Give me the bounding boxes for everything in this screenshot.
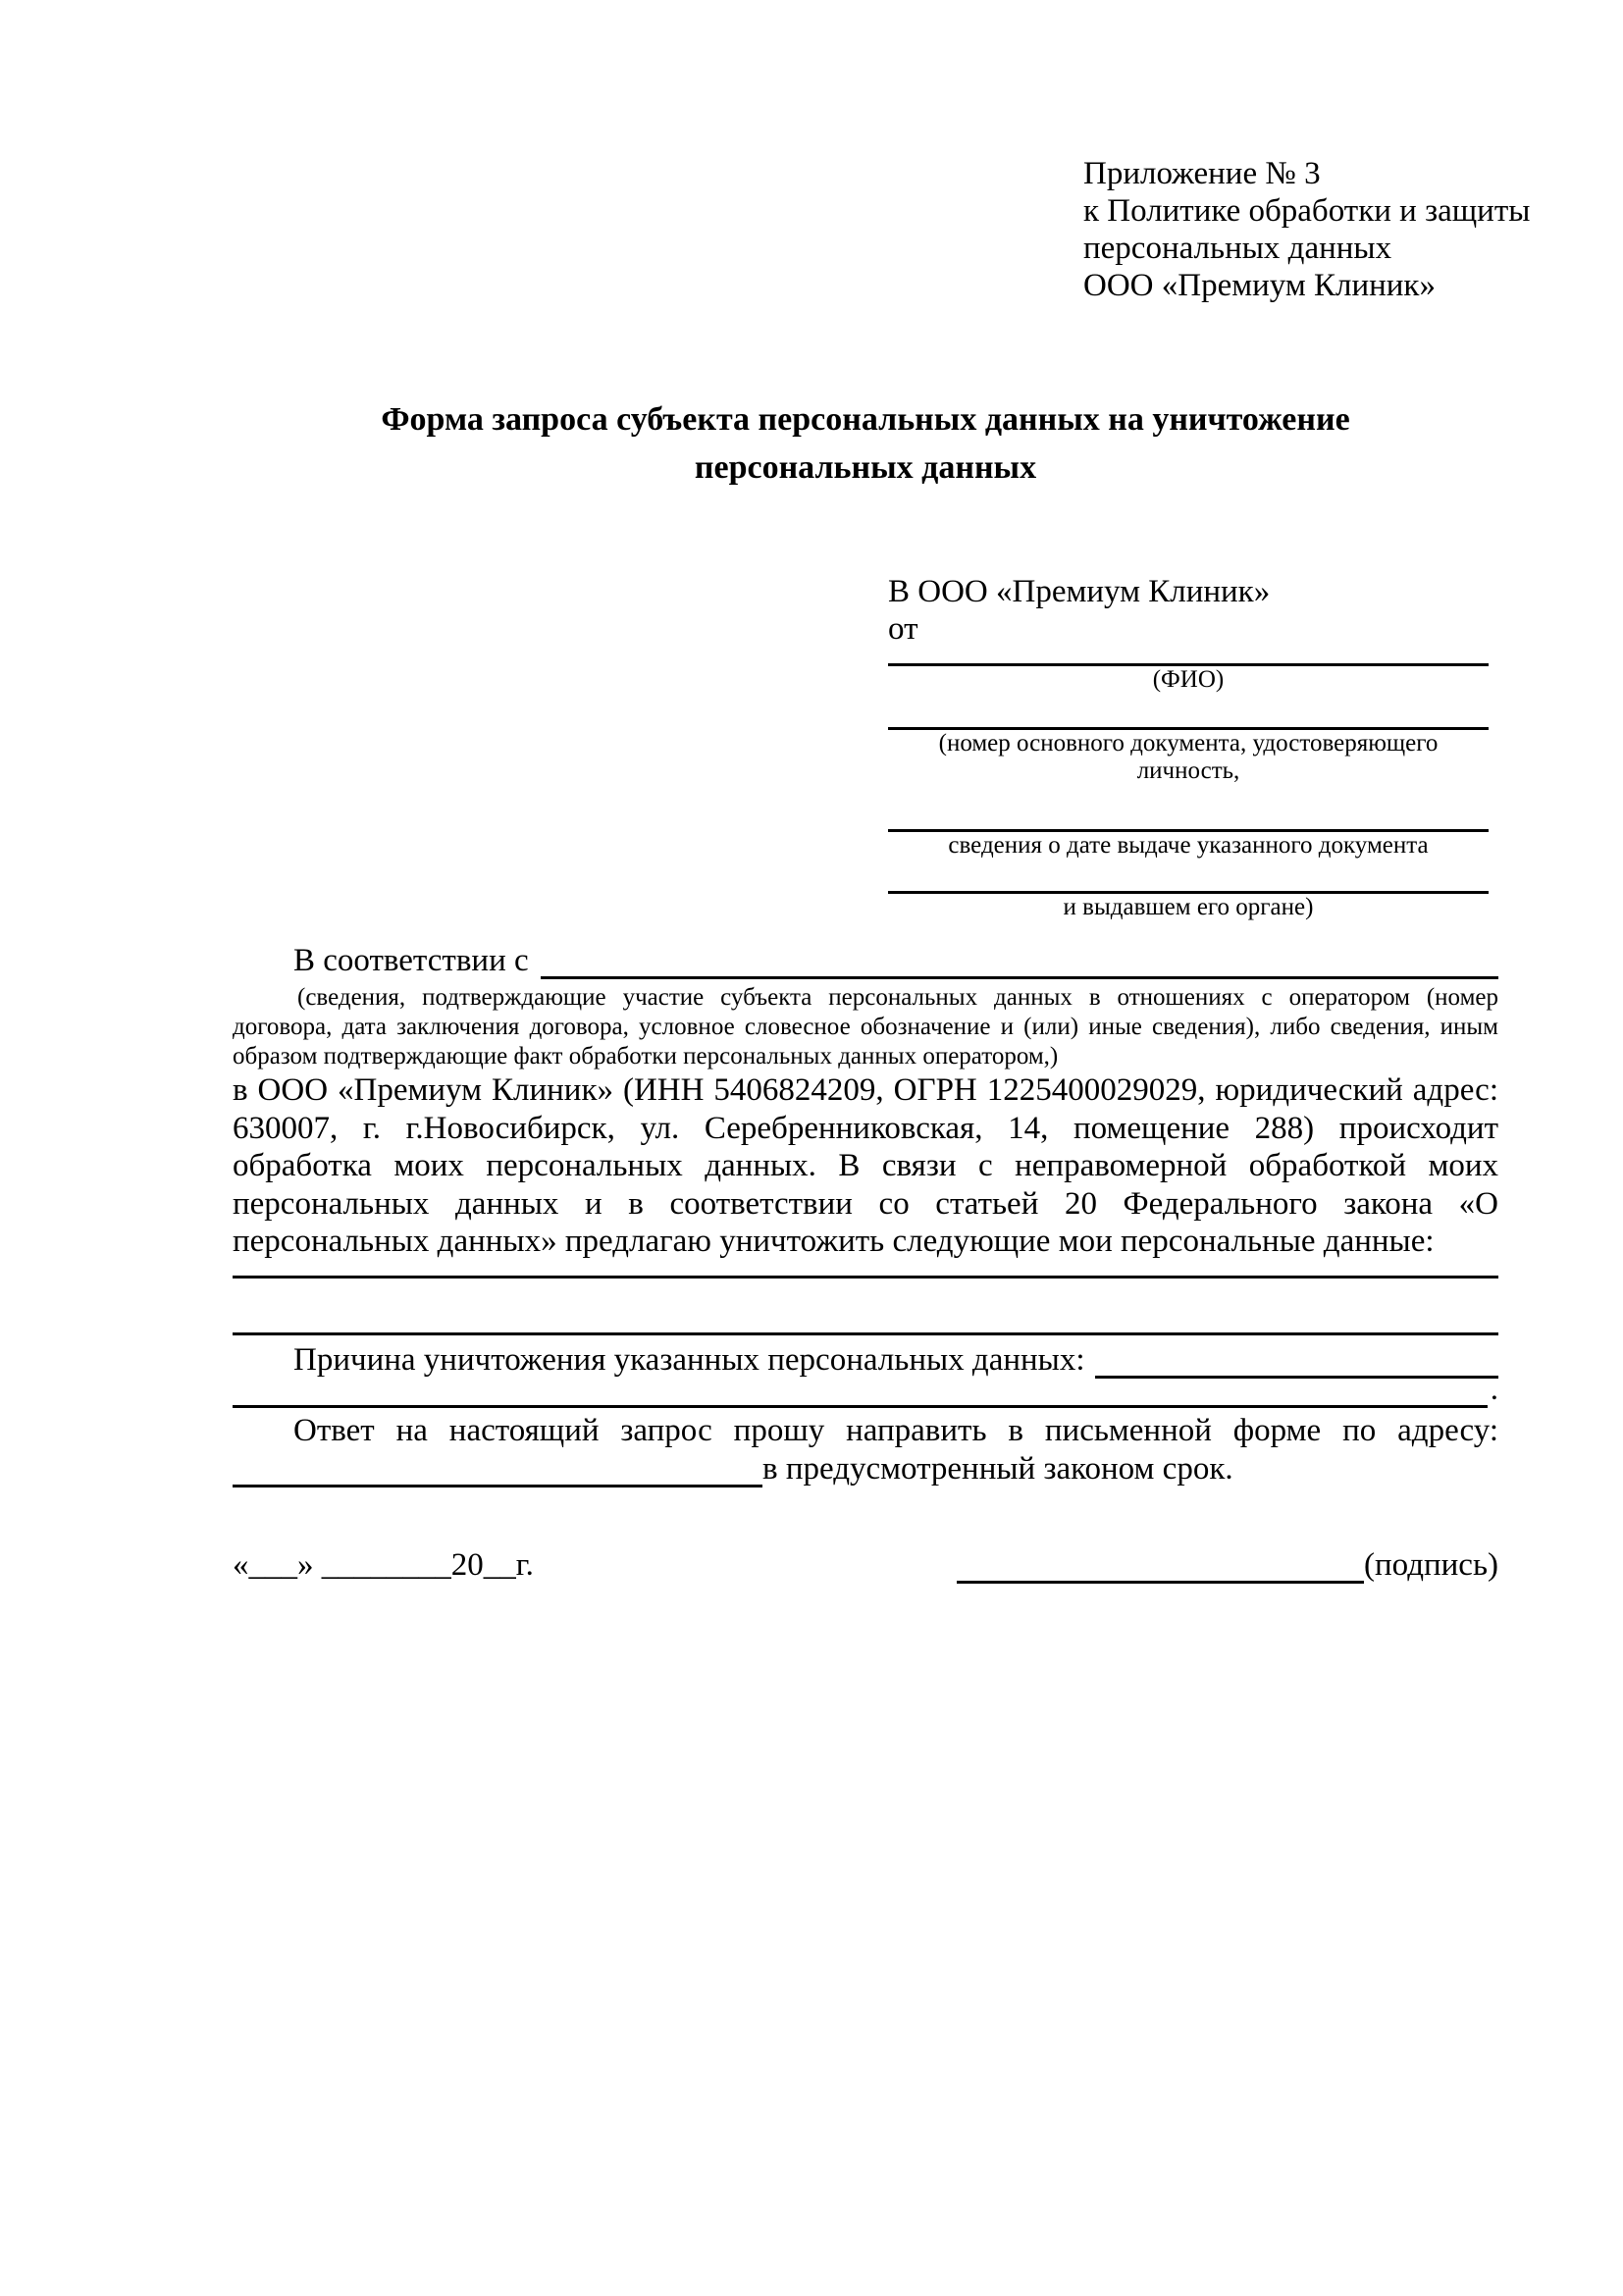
document-title-line-1: Форма запроса субъекта персональных данных на уничтожение <box>381 401 1350 438</box>
date-blank: «___» ________20__г. <box>233 1546 534 1583</box>
appendix-line-3: персональных данных <box>1083 231 1392 266</box>
personal-data-blank-line-1 <box>233 1261 1498 1278</box>
issuing-authority-caption: и выдавшем его органе) <box>1063 894 1314 920</box>
appendix-block <box>1083 155 1530 304</box>
fio-blank-line <box>888 648 1489 666</box>
fio-caption: (ФИО) <box>1152 666 1225 693</box>
response-sentence: Ответ на настоящий запрос прошу направить в письменной форме по адресу: <box>293 1412 1498 1448</box>
appendix-line-2: к Политике обработки и защиты <box>1083 193 1531 229</box>
signature-blank-line <box>957 1551 1364 1584</box>
response-address-row <box>233 1449 1498 1487</box>
appendix-line-1: Приложение № 3 <box>1083 156 1321 191</box>
accordance-row <box>233 940 1498 979</box>
document-number-caption: (номер основного документа, удостоверяющего личность, <box>938 730 1439 784</box>
accordance-blank-line <box>541 943 1498 979</box>
addressee-block <box>888 573 1489 921</box>
signature-caption: (подпись) <box>1364 1546 1498 1583</box>
response-tail: в предусмотренный законом срок. <box>762 1450 1233 1487</box>
line-end-period: . <box>1490 1371 1498 1407</box>
address-blank-line <box>233 1451 762 1487</box>
main-body <box>233 940 1498 1584</box>
issue-date-caption: сведения о дате выдаче указанного документа <box>948 832 1429 859</box>
signature-group <box>957 1546 1498 1584</box>
main-paragraph: в ООО «Премиум Клиник» (ИНН 5406824209, ОГРН 1225400029029, юридический адрес: 630007, г. г.Новосибирск, ул. Серебренниковская, 14, помещение 288) происходит обработка моих персональных данных. В связи с неправомерной обработкой моих персональных данных и в соответствии со статьей 20 Федерального закона «О персональных данных» предлагаю уничтожить следующие мои персональные данные: <box>233 1072 1498 1259</box>
reason-blank-line-2 <box>233 1371 1498 1408</box>
signature-row <box>233 1546 1498 1584</box>
personal-data-blank-line-2 <box>233 1278 1498 1335</box>
document-title <box>233 395 1498 492</box>
document-title-line-2: персональных данных <box>694 449 1037 486</box>
addressee-to: В ООО «Премиум Клиник» <box>888 574 1271 609</box>
accordance-prefix: В соответствии с <box>293 943 529 978</box>
addressee-from: от <box>888 611 918 647</box>
fine-print-note: (сведения, подтверждающие участие субъекта персональных данных в отношениях с оператором (номер договора, дата заключения договора, условное словесное обозначение и (или) иные сведения), либо сведения, иным образом подтверждающие факт обработки персональных данных оператором,) <box>233 984 1498 1070</box>
reason-blank-line-2-rule <box>233 1372 1488 1408</box>
reason-label: Причина уничтожения указанных персональных данных: <box>293 1341 1085 1378</box>
appendix-line-4: ООО «Премиум Клиник» <box>1083 268 1436 303</box>
